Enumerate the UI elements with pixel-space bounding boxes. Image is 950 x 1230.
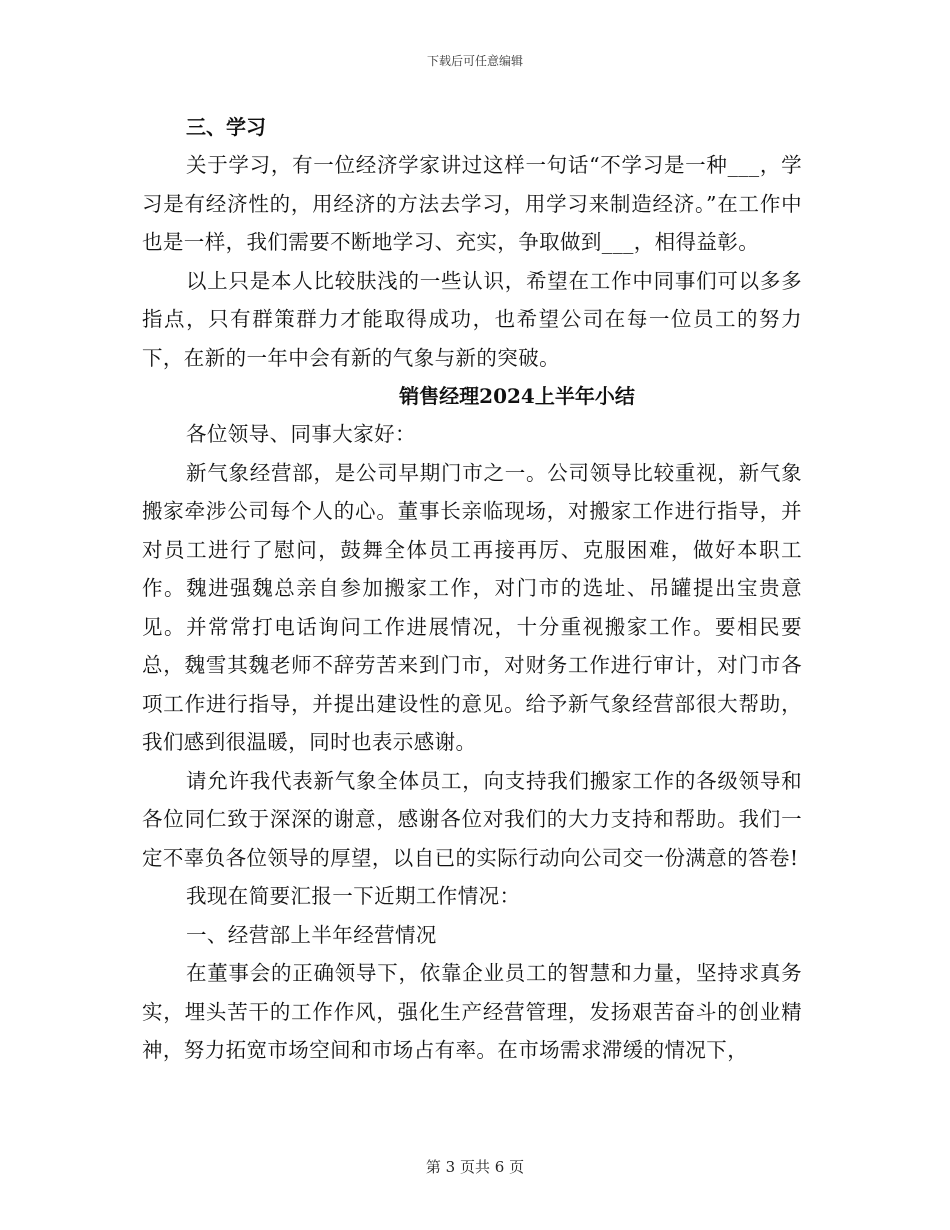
page-header: 下载后可任意编辑	[426, 54, 523, 68]
paragraph: 新气象经营部，是公司早期门市之一。公司领导比较重视，新气象搬家牵涉公司每个人的心。董事长亲临现场，对搬家工作进行指导，并对员工进行了慰问，鼓舞全体员工再接再厉、克服困难，做好本职工作。魏进强魏总亲自参加搬家工作，对门市的选址、吊罐提出宝贵意见。并常常打电话询问工作进展情况，十分重视搬家工作。要相民要总，魏雪其魏老师不辞劳苦来到门市，对财务工作进行审计，对门市各项工作进行指导，并提出建设性的意见。给予新气象经营部很大帮助，我们感到很温暖，同时也表示感谢。	[142, 460, 802, 754]
paragraph: 在董事会的正确领导下，依靠企业员工的智慧和力量，坚持求真务实，埋头苦干的工作作风，强化生产经营管理，发扬艰苦奋斗的创业精神，努力拓宽市场空间和市场占有率。在市场需求滞缓的情况下，	[142, 961, 802, 1062]
page-footer: 第 3 页共 6 页	[425, 1158, 525, 1176]
greeting: 各位领导、同事大家好：	[186, 422, 416, 446]
paragraph: 请允许我代表新气象全体员工，向支持我们搬家工作的各级领导和各位同仁致于深深的谢意，感谢各位对我们的大力支持和帮助。我们一定不辜负各位领导的厚望，以自已的实际行动向公司交一份满意的答卷!	[142, 768, 802, 870]
section-heading-learning: 三、学习	[186, 115, 266, 139]
intro-line: 我现在简要汇报一下近期工作情况：	[186, 884, 521, 908]
document-body	[142, 108, 802, 1070]
paragraph: 以上只是本人比较肤浅的一些认识，希望在工作中同事们可以多多指点，只有群策群力才能取得成功，也希望公司在每一位员工的努力下，在新的一年中会有新的气象与新的突破。	[142, 268, 802, 370]
document-title: 销售经理2024上半年小结	[399, 384, 635, 408]
paragraph: 关于学习，有一位经济学家讲过这样一句话“不学习是一种___，学习是有经济性的，用经济的方法去学习，用学习来制造经济。”在工作中也是一样，我们需要不断地学习、充实，争取做到___，相得益彰。	[142, 153, 802, 254]
subheading: 一、经营部上半年经营情况	[186, 922, 437, 947]
